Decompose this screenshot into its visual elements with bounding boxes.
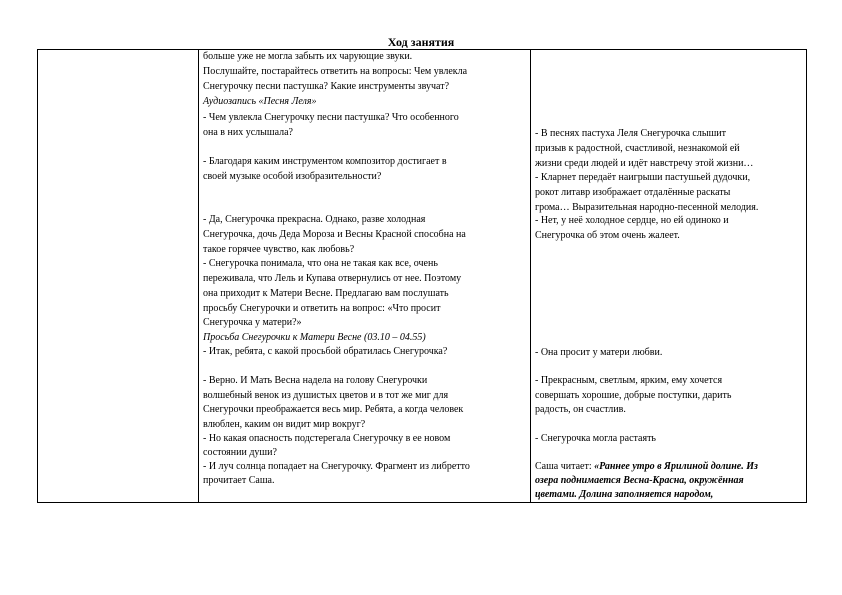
student-answer-line: грома… Выразительная народно-песенной мелодия.	[535, 202, 759, 213]
teacher-text-line: Снегурочки преображается весь мир. Ребята, а когда человек	[203, 404, 464, 415]
libretto-quote-line: цветами. Долина заполняется народом,	[535, 489, 714, 500]
teacher-text-line: - Благодаря каким инструментом композитор достигает в	[203, 156, 447, 167]
student-answer-line: - Кларнет передаёт наигрыши пастушьей дудочки,	[535, 172, 751, 183]
teacher-text-line: Снегурочка у матери?»	[203, 317, 302, 328]
teacher-text-line: больше уже не могла забыть их чарующие звуки.	[203, 51, 413, 62]
teacher-text-line: - Итак, ребята, с какой просьбой обратилась Снегурочка?	[203, 346, 448, 357]
teacher-text-line: она в них услышала?	[203, 127, 293, 138]
teacher-text-line: - Снегурочка понимала, что она не такая как все, очень	[203, 258, 438, 269]
student-answer-line: - Прекрасным, светлым, ярким, ему хочется	[535, 375, 723, 386]
teacher-activity-cell	[199, 50, 531, 503]
teacher-text-line: - Верно. И Мать Весна надела на голову Снегурочки	[203, 375, 428, 386]
teacher-text-line: своей музыке особой изобразительности?	[203, 171, 382, 182]
table-row	[38, 50, 807, 503]
student-answer-line: - Нет, у неё холодное сердце, но ей одиноко и	[535, 215, 729, 226]
student-answer-line: призыв к радостной, счастливой, незнакомой ей	[535, 143, 740, 154]
teacher-text-line: переживала, что Лель и Купава отвернулись от нее. Поэтому	[203, 273, 462, 284]
teacher-text-line: Послушайте, постарайтесь ответить на вопросы: Чем увлекла	[203, 66, 468, 77]
teacher-text-line: волшебный венок из душистых цветов и в тот же миг для	[203, 390, 449, 401]
lesson-table	[37, 49, 807, 503]
student-answer-line: жизни среди людей и идёт навстречу этой жизни…	[535, 158, 754, 169]
teacher-text-line: - Чем увлекла Снегурочку песни пастушка? Что особенного	[203, 112, 459, 123]
libretto-reading-line	[535, 460, 802, 474]
teacher-text-line: Снегурочка, дочь Деда Мороза и Весны Красной способна на	[203, 229, 466, 240]
reader-label: Саша читает:	[535, 461, 595, 472]
teacher-text-line: прочитает Саша.	[203, 475, 275, 486]
teacher-text-line: Снегурочку песни пастушка? Какие инструменты звучат?	[203, 81, 450, 92]
libretto-quote: «Раннее утро в Ярилиной долине. Из	[594, 461, 758, 472]
libretto-quote-line: озера поднимается Весна-Красна, окружённая	[535, 475, 744, 486]
student-answer-line: - Она просит у матери любви.	[535, 347, 663, 358]
stage-column-cell	[38, 50, 199, 503]
teacher-text-line: состоянии души?	[203, 447, 277, 458]
teacher-text-line: такое горячее чувство, как любовь?	[203, 244, 355, 255]
audio-recording-caption: Аудиозапись «Песня Леля»	[203, 96, 317, 107]
teacher-text-line: влюблен, каким он видит мир вокруг?	[203, 419, 366, 430]
teacher-text-line: она приходит к Матери Весне. Предлагаю вам послушать	[203, 288, 449, 299]
student-answer-line: - Снегурочка могла растаять	[535, 433, 656, 444]
teacher-text-line: просьбу Снегурочки и ответить на вопрос: «Что просит	[203, 303, 441, 314]
teacher-text-line: - Но какая опасность подстерегала Снегурочку в ее новом	[203, 433, 451, 444]
student-answer-line: - В песнях пастуха Леля Снегурочка слышит	[535, 128, 726, 139]
student-answer-line: Снегурочка об этом очень жалеет.	[535, 230, 680, 241]
student-answer-line: радость, он счастлив.	[535, 404, 626, 415]
teacher-text-line: - И луч солнца попадает на Снегурочку. Фрагмент из либретто	[203, 461, 470, 472]
audio-fragment-caption: Просьба Снегурочки к Матери Весне (03.10 – 04.55)	[203, 332, 426, 343]
student-activity-cell	[531, 50, 807, 503]
teacher-text-line: - Да, Снегурочка прекрасна. Однако, разве холодная	[203, 214, 426, 225]
page-title: Ход занятия	[387, 35, 455, 49]
student-answer-line: совершать хорошие, добрые поступки, дарить	[535, 390, 732, 401]
student-answer-line: рокот литавр изображает отдалённые раскаты	[535, 187, 731, 198]
